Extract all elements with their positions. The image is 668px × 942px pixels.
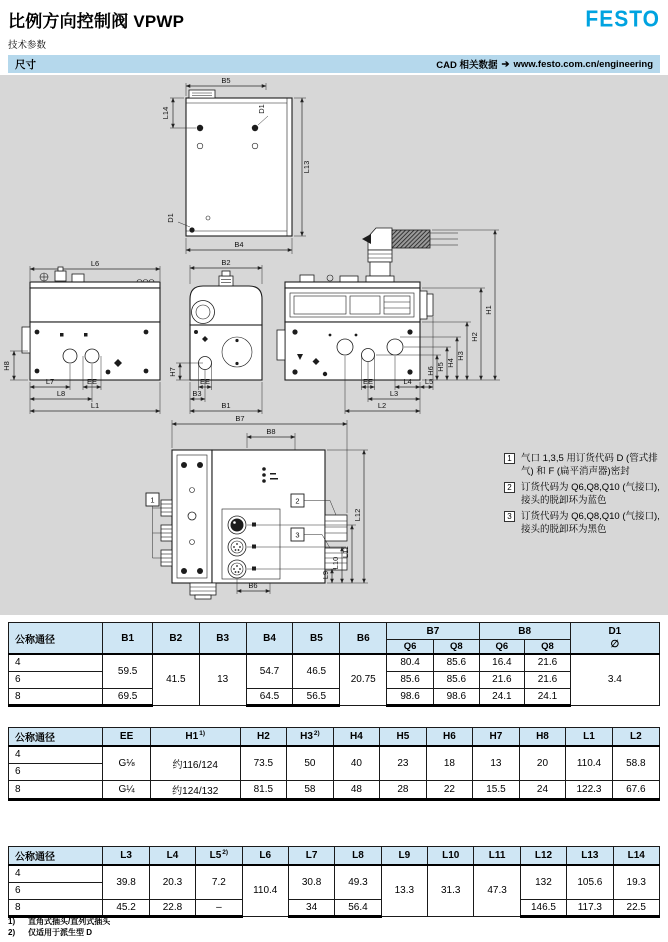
row-label: 6 bbox=[9, 671, 103, 688]
dim-label-l13: L13 bbox=[302, 160, 311, 174]
page-header bbox=[8, 7, 660, 51]
column-header: B6 bbox=[340, 623, 387, 655]
dim-label-h2: H2 bbox=[470, 332, 479, 342]
value-cell: 110.4 bbox=[242, 865, 288, 916]
dim-label-l1: L1 bbox=[90, 401, 100, 410]
column-header: L4 bbox=[149, 847, 195, 866]
dim-label-b5: B5 bbox=[221, 76, 231, 85]
column-header: L3 bbox=[103, 847, 149, 866]
column-header: 公称通径 bbox=[9, 847, 103, 866]
column-header: B7 bbox=[387, 623, 479, 640]
right-side-view bbox=[277, 228, 500, 414]
value-cell: 47.3 bbox=[474, 865, 520, 916]
column-header: B1 bbox=[103, 623, 152, 655]
cad-url: www.festo.com.cn/engineering bbox=[513, 58, 653, 70]
column-header: EE bbox=[103, 728, 150, 747]
callout-1 bbox=[146, 493, 161, 558]
dim-label-h5: H5 bbox=[436, 362, 445, 372]
row-label: 8 bbox=[9, 688, 103, 705]
value-cell: 98.6 bbox=[387, 688, 434, 705]
column-header: B2 bbox=[152, 623, 199, 655]
value-cell: 45.2 bbox=[103, 899, 149, 916]
column-header: L11 bbox=[474, 847, 520, 866]
value-cell: 85.6 bbox=[387, 671, 434, 688]
dim-label-h1: H1 bbox=[484, 305, 493, 315]
note-number: 3 bbox=[504, 511, 515, 522]
note-item-3 bbox=[504, 510, 662, 536]
value-cell: 28 bbox=[380, 780, 427, 799]
row-label: 4 bbox=[9, 865, 103, 882]
dim-label-d1-bottom: D1 bbox=[166, 213, 175, 223]
table-row bbox=[9, 865, 660, 882]
note-number: 2 bbox=[504, 482, 515, 493]
table-row bbox=[9, 780, 660, 799]
footnote-text: 仅适用于派生型 D bbox=[28, 928, 92, 937]
footnote-number: 2) bbox=[8, 928, 16, 937]
value-cell: 81.5 bbox=[240, 780, 287, 799]
value-cell: 24 bbox=[519, 780, 566, 799]
dim-label-b8: B8 bbox=[266, 427, 276, 436]
value-cell: 146.5 bbox=[520, 899, 566, 916]
value-cell: 117.3 bbox=[567, 899, 613, 916]
value-cell: 7.2 bbox=[196, 865, 242, 899]
table-header-row bbox=[9, 847, 660, 866]
value-cell: 58.8 bbox=[612, 746, 659, 780]
dim-label-ee-left: EE bbox=[86, 377, 98, 386]
dim-label-l4: L4 bbox=[403, 377, 412, 386]
dimensions-table-h bbox=[8, 727, 660, 801]
dim-label-b6: B6 bbox=[248, 581, 258, 590]
bottom-view bbox=[146, 414, 368, 599]
dim-label-b3: B3 bbox=[192, 389, 202, 398]
value-cell: 19.3 bbox=[613, 865, 659, 899]
column-header: H1$^{1)}$ bbox=[150, 728, 240, 747]
section-title: 尺寸 bbox=[15, 58, 36, 71]
value-cell: 34 bbox=[288, 899, 334, 916]
value-cell: – bbox=[196, 899, 242, 916]
column-header: L10 bbox=[428, 847, 474, 866]
table-row bbox=[9, 899, 660, 916]
note-item-2 bbox=[504, 481, 662, 507]
table-row bbox=[9, 746, 660, 763]
column-header: H6 bbox=[426, 728, 473, 747]
dim-label-h7: H7 bbox=[168, 367, 177, 377]
column-header: L9 bbox=[381, 847, 427, 866]
column-header: L2 bbox=[612, 728, 659, 747]
dim-label-l12: L12 bbox=[353, 508, 362, 522]
row-label: 6 bbox=[9, 882, 103, 899]
right-fitting-top bbox=[325, 515, 347, 541]
dim-label-h3: H3 bbox=[456, 351, 465, 361]
drawing-notes bbox=[504, 452, 662, 539]
column-subheader: Q8 bbox=[525, 640, 571, 655]
dim-label-b7: B7 bbox=[235, 414, 245, 423]
cad-label: CAD 相关数据 bbox=[436, 60, 498, 71]
dim-label-l3: L3 bbox=[389, 389, 399, 398]
column-header: H2 bbox=[240, 728, 287, 747]
dim-label-l9: L9 bbox=[321, 570, 330, 580]
note-number: 1 bbox=[504, 453, 515, 464]
value-cell: 85.6 bbox=[434, 671, 480, 688]
row-label: 4 bbox=[9, 654, 103, 671]
table-row bbox=[9, 654, 660, 671]
value-cell: 23 bbox=[380, 746, 427, 780]
column-header: B4 bbox=[246, 623, 293, 655]
page-subtitle: 技术参数 bbox=[8, 40, 47, 51]
dimensions-table-b bbox=[8, 622, 660, 707]
value-cell: 58 bbox=[287, 780, 334, 799]
value-cell: 48 bbox=[333, 780, 380, 799]
row-label: 4 bbox=[9, 746, 103, 763]
table-row bbox=[9, 688, 660, 705]
footnotes bbox=[8, 916, 110, 938]
value-cell: 69.5 bbox=[103, 688, 152, 705]
value-cell: 50 bbox=[287, 746, 334, 780]
value-cell: 20 bbox=[519, 746, 566, 780]
callout-3-number: 3 bbox=[295, 530, 300, 540]
dim-label-l8: L8 bbox=[56, 389, 66, 398]
section-bar bbox=[8, 55, 660, 73]
value-cell: 64.5 bbox=[246, 688, 293, 705]
note-text: 订货代码为 Q6,Q8,Q10 (气接口), 接头的脱卸环为蓝色 bbox=[521, 482, 660, 506]
column-header: B5 bbox=[293, 623, 340, 655]
value-cell: 110.4 bbox=[566, 746, 613, 780]
dim-label-l11: L11 bbox=[341, 546, 350, 558]
footnote bbox=[8, 927, 110, 938]
value-cell: 18 bbox=[426, 746, 473, 780]
value-cell: 24.1 bbox=[525, 688, 571, 705]
row-label: 8 bbox=[9, 780, 103, 799]
footnote-number: 1) bbox=[8, 917, 16, 926]
value-cell: G¼ bbox=[103, 780, 150, 799]
column-header: H3$^{2)}$ bbox=[287, 728, 334, 747]
left-fittings bbox=[161, 500, 172, 566]
value-cell: 41.5 bbox=[152, 654, 199, 705]
dim-label-l14: L14 bbox=[161, 106, 170, 120]
column-header: B8 bbox=[479, 623, 570, 640]
value-cell: 30.8 bbox=[288, 865, 334, 899]
value-cell: 80.4 bbox=[387, 654, 434, 671]
dim-label-ee-front: EE bbox=[199, 377, 211, 386]
column-header: L5$^{2)}$ bbox=[196, 847, 242, 866]
dim-label-ee-right: EE bbox=[362, 377, 374, 386]
column-header: H4 bbox=[333, 728, 380, 747]
column-header: L8 bbox=[335, 847, 381, 866]
value-cell: 39.8 bbox=[103, 865, 149, 899]
column-header: L6 bbox=[242, 847, 288, 866]
value-cell: 21.6 bbox=[525, 654, 571, 671]
column-header: B3 bbox=[199, 623, 246, 655]
dim-label-b1: B1 bbox=[221, 401, 231, 410]
column-header: H8 bbox=[519, 728, 566, 747]
column-header: D1 ∅ bbox=[570, 623, 659, 655]
value-cell: 20.3 bbox=[149, 865, 195, 899]
footnote-text: 直角式插头/直列式插头 bbox=[28, 917, 111, 926]
value-cell: 15.5 bbox=[473, 780, 520, 799]
footnote bbox=[8, 916, 110, 927]
column-header: 公称通径 bbox=[9, 623, 103, 655]
dim-label-h4: H4 bbox=[446, 358, 455, 368]
dimensions-table-l bbox=[8, 846, 660, 918]
value-cell: 98.6 bbox=[434, 688, 480, 705]
dim-label-d1-top: D1 bbox=[257, 104, 266, 114]
dim-label-h8: H8 bbox=[2, 361, 11, 371]
dim-label-l6: L6 bbox=[90, 259, 100, 268]
callout-1-number: 1 bbox=[150, 495, 155, 505]
value-cell: 56.4 bbox=[335, 899, 381, 916]
value-cell: 21.6 bbox=[479, 671, 525, 688]
dim-label-l10: L10 bbox=[331, 556, 340, 570]
column-header: 公称通径 bbox=[9, 728, 103, 747]
note-text: 订货代码为 Q6,Q8,Q10 (气接口), 接头的脱卸环为黑色 bbox=[521, 511, 660, 535]
value-cell: 67.6 bbox=[612, 780, 659, 799]
dim-label-b4: B4 bbox=[234, 240, 244, 249]
column-subheader: Q8 bbox=[434, 640, 480, 655]
page-title: 比例方向控制阀 VPWP bbox=[8, 12, 185, 31]
value-cell: G⅛ bbox=[103, 746, 150, 780]
arrow-right-icon: ➔ bbox=[501, 58, 510, 70]
row-label: 6 bbox=[9, 763, 103, 780]
value-cell: 约124/132 bbox=[150, 780, 240, 799]
column-header: H7 bbox=[473, 728, 520, 747]
table-header-row bbox=[9, 623, 660, 640]
value-cell: 85.6 bbox=[434, 654, 480, 671]
column-header: L12 bbox=[520, 847, 566, 866]
cable-direction-arrow-icon bbox=[362, 234, 371, 244]
value-cell: 21.6 bbox=[525, 671, 571, 688]
festo-logo: FESTO bbox=[585, 7, 660, 32]
column-header: L1 bbox=[566, 728, 613, 747]
dim-label-h6: H6 bbox=[426, 366, 435, 376]
value-cell: 22.8 bbox=[149, 899, 195, 916]
column-subheader: Q6 bbox=[479, 640, 525, 655]
table-header-row bbox=[9, 728, 660, 747]
dim-label-l2: L2 bbox=[377, 401, 387, 410]
top-view bbox=[161, 76, 311, 254]
value-cell: 16.4 bbox=[479, 654, 525, 671]
value-cell: 59.5 bbox=[103, 654, 152, 688]
value-cell: 13 bbox=[199, 654, 246, 705]
value-cell: 20.75 bbox=[340, 654, 387, 705]
value-cell: 46.5 bbox=[293, 654, 340, 688]
front-view bbox=[168, 258, 262, 414]
value-cell: 13 bbox=[473, 746, 520, 780]
value-cell: 105.6 bbox=[567, 865, 613, 899]
value-cell: 73.5 bbox=[240, 746, 287, 780]
column-subheader: Q6 bbox=[387, 640, 434, 655]
value-cell: 54.7 bbox=[246, 654, 293, 688]
value-cell: 13.3 bbox=[381, 865, 427, 916]
drawing-panel bbox=[0, 75, 668, 615]
value-cell: 49.3 bbox=[335, 865, 381, 899]
column-header: L7 bbox=[288, 847, 334, 866]
value-cell: 122.3 bbox=[566, 780, 613, 799]
note-text: 气口 1,3,5 用订货代码 D (管式排气) 和 F (扁平消声器)密封 bbox=[521, 453, 658, 477]
dim-label-b2: B2 bbox=[221, 258, 231, 267]
column-header: L14 bbox=[613, 847, 659, 866]
value-cell: 24.1 bbox=[479, 688, 525, 705]
note-item-1 bbox=[504, 452, 662, 478]
column-header: H5 bbox=[380, 728, 427, 747]
value-cell: 22.5 bbox=[613, 899, 659, 916]
dim-label-l7: L7 bbox=[45, 377, 55, 386]
value-cell: 31.3 bbox=[428, 865, 474, 916]
callout-2-number: 2 bbox=[295, 496, 300, 506]
value-cell: 56.5 bbox=[293, 688, 340, 705]
value-cell: 132 bbox=[520, 865, 566, 899]
value-cell: 3.4 bbox=[570, 654, 659, 705]
dim-label-l5: L5 bbox=[424, 377, 434, 386]
left-side-view bbox=[2, 259, 160, 414]
value-cell: 22 bbox=[426, 780, 473, 799]
row-label: 8 bbox=[9, 899, 103, 916]
value-cell: 40 bbox=[333, 746, 380, 780]
column-header: L13 bbox=[567, 847, 613, 866]
value-cell: 约116/124 bbox=[150, 746, 240, 780]
